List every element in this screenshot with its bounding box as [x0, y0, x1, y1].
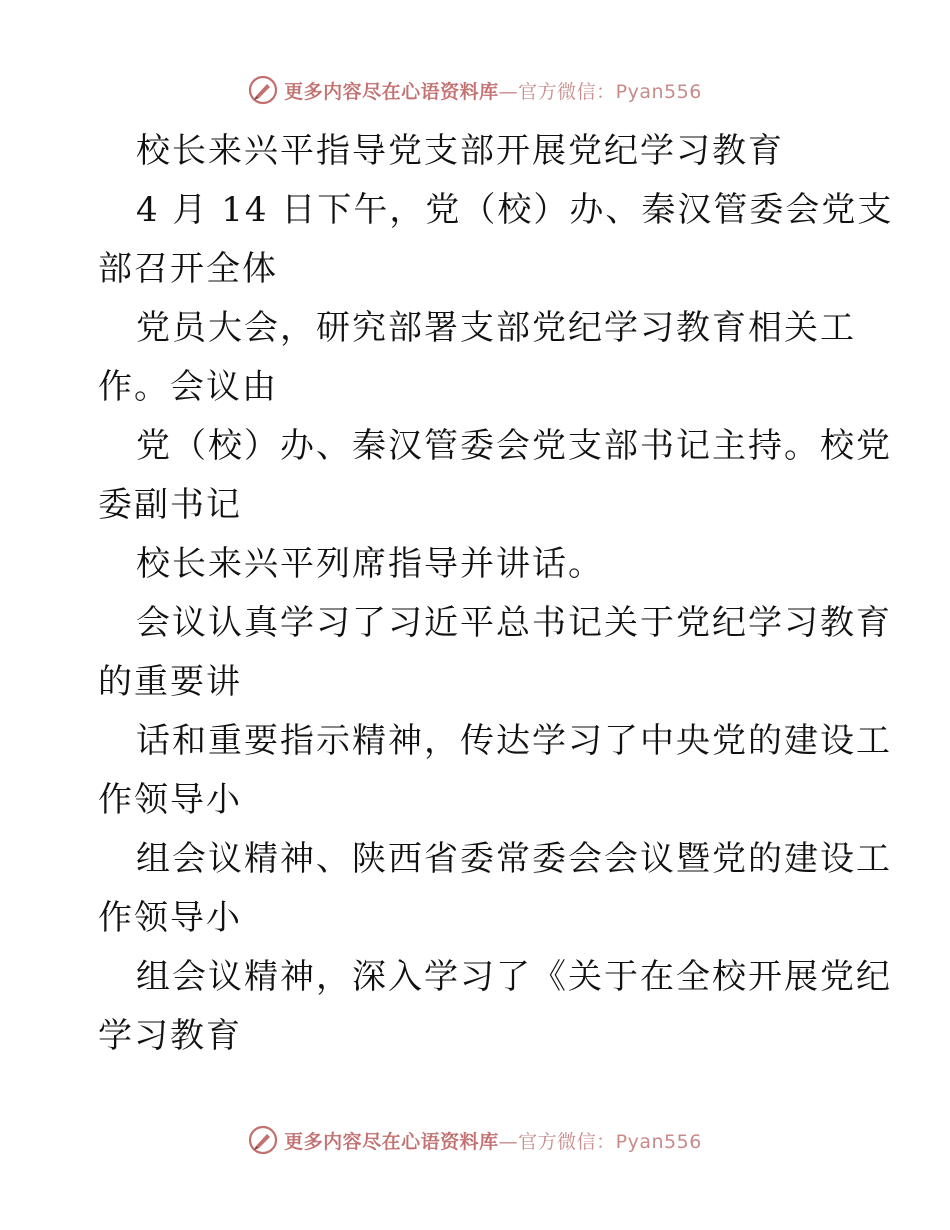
footer-banner-prefix: 更多内容尽在心语资料库: [284, 1130, 499, 1153]
paragraph-line: 党员大会，研究部署支部党纪学习教育相关工: [136, 308, 856, 348]
footer-banner-text: [284, 1127, 702, 1154]
header-banner-text: [284, 77, 702, 104]
paragraph-line: 话和重要指示精神，传达学习了中央党的建设工: [136, 721, 892, 761]
paragraph-line: 作。会议由: [98, 367, 278, 407]
paragraph-line: 组会议精神，深入学习了《关于在全校开展党纪: [136, 957, 892, 997]
paragraph-line: 的重要讲: [98, 662, 242, 702]
paragraph-line: 党（校）办、秦汉管委会党支部书记主持。校党: [136, 426, 892, 466]
paragraph-line: 作领导小: [98, 898, 242, 938]
header-banner-suffix: —官方微信：Pyan556: [498, 80, 702, 103]
footer-banner-suffix: —官方微信：Pyan556: [498, 1130, 702, 1153]
document-body: [98, 122, 894, 1066]
paragraph-line: 部召开全体: [98, 249, 278, 289]
paragraph-line: 4 月 14 日下午，党（校）办、秦汉管委会党支: [136, 190, 894, 230]
paragraph-line: 会议认真学习了习近平总书记关于党纪学习教育: [136, 603, 892, 643]
header-banner-prefix: 更多内容尽在心语资料库: [284, 80, 499, 103]
paragraph-line: 组会议精神、陕西省委常委会会议暨党的建设工: [136, 839, 892, 879]
paragraph-line: 学习教育: [98, 1016, 242, 1056]
footer-banner: [0, 1122, 950, 1158]
document-title: 校长来兴平指导党支部开展党纪学习教育: [136, 131, 784, 171]
header-banner: [0, 72, 950, 108]
paragraph-line: 委副书记: [98, 485, 242, 525]
pen-circle-icon: [248, 75, 278, 105]
pen-circle-icon: [248, 1125, 278, 1155]
paragraph-line: 作领导小: [98, 780, 242, 820]
paragraph-line: 校长来兴平列席指导并讲话。: [136, 544, 604, 584]
